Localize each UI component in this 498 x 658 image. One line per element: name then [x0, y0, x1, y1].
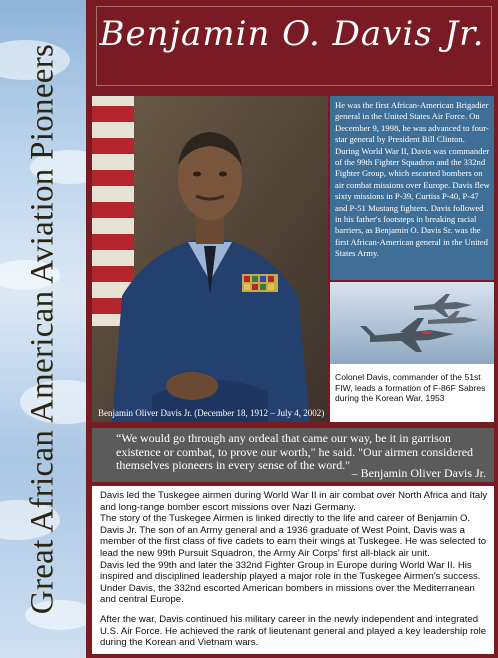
portrait-photo [92, 96, 328, 422]
bio-panel [330, 96, 494, 280]
page-title: Benjamin O. Davis Jr. [99, 14, 485, 54]
portrait-caption: Benjamin Oliver Davis Jr. (December 18, 1912 – July 4, 2002) [98, 408, 325, 418]
jet-caption-box [330, 364, 494, 422]
portrait-illustration [92, 96, 328, 422]
body-paragraph: After the war, Davis continued his military career in the newly independent and integrated U.S. Air Force. He achieved the rank of lieutenant general and played a key leadership role during the Korean and Vietnam wars. [100, 613, 487, 649]
quote-attribution: – Benjamin Oliver Davis Jr. [351, 466, 486, 480]
jet-illustration [330, 282, 494, 364]
body-paragraph: The story of the Tuskegee Airmen is linked directly to the life and career of Benjamin O. Davis Jr. The son of an Army general and a 1936 graduate of West Point, Davis was a member of the first class of five cadets to earn their wings at Tuskegee. He was selected to lead the new 99th Pursuit Squadron, the Army Air Corps' first all-black air unit. [100, 513, 487, 559]
sidebar-title: Great African American Aviation Pioneers [24, 43, 61, 615]
bio-text: He was the first African-American Brigadier general in the United States Air Force. On December 9, 1998, he was advanced to four-star general by President Bill Clinton. During World War II, Davis was commander of the 99th Fighter Squadron and the 332nd Fighter Group, which escorted bombers on air combat missions over Europe. Davis flew sixty missions in P-39, Curtiss P-40, P-47 and P-51 Mustang fighters. Davis followed in his father's footsteps in breaking racial barriers, as Benjamin O. Davis Sr. was the first African-American general in the United States Army. [335, 100, 490, 259]
main-panel [86, 0, 498, 658]
sidebar [0, 0, 86, 658]
quote-band [92, 428, 494, 482]
body-paragraph: Davis led the Tuskegee airmen during World War II in air combat over North Africa and Italy and long-range bomber escort missions over Nazi Germany. [100, 490, 488, 513]
quote-text: “We would go through any ordeal that came our way, be it in garrison existence or combat, to prove our worth," he said. "Our airmen considered themselves pioneers in every sense of the word." [116, 431, 474, 472]
jet-caption: Colonel Davis, commander of the 51st FIW, leads a formation of F-86F Sabres during the Korean War, 1953 [335, 372, 486, 403]
body-paragraph: Davis led the 99th and later the 332nd Fighter Group in Europe during World War II. His inspired and disciplined leadership played a major role in the Tuskegee Airmen's success. Under Davis, the 332nd escorted American bombers in missions over the Mediterranean and central Europe. [100, 559, 481, 606]
jet-formation-photo [330, 282, 494, 364]
article-body [92, 486, 494, 654]
title-band [86, 0, 498, 92]
